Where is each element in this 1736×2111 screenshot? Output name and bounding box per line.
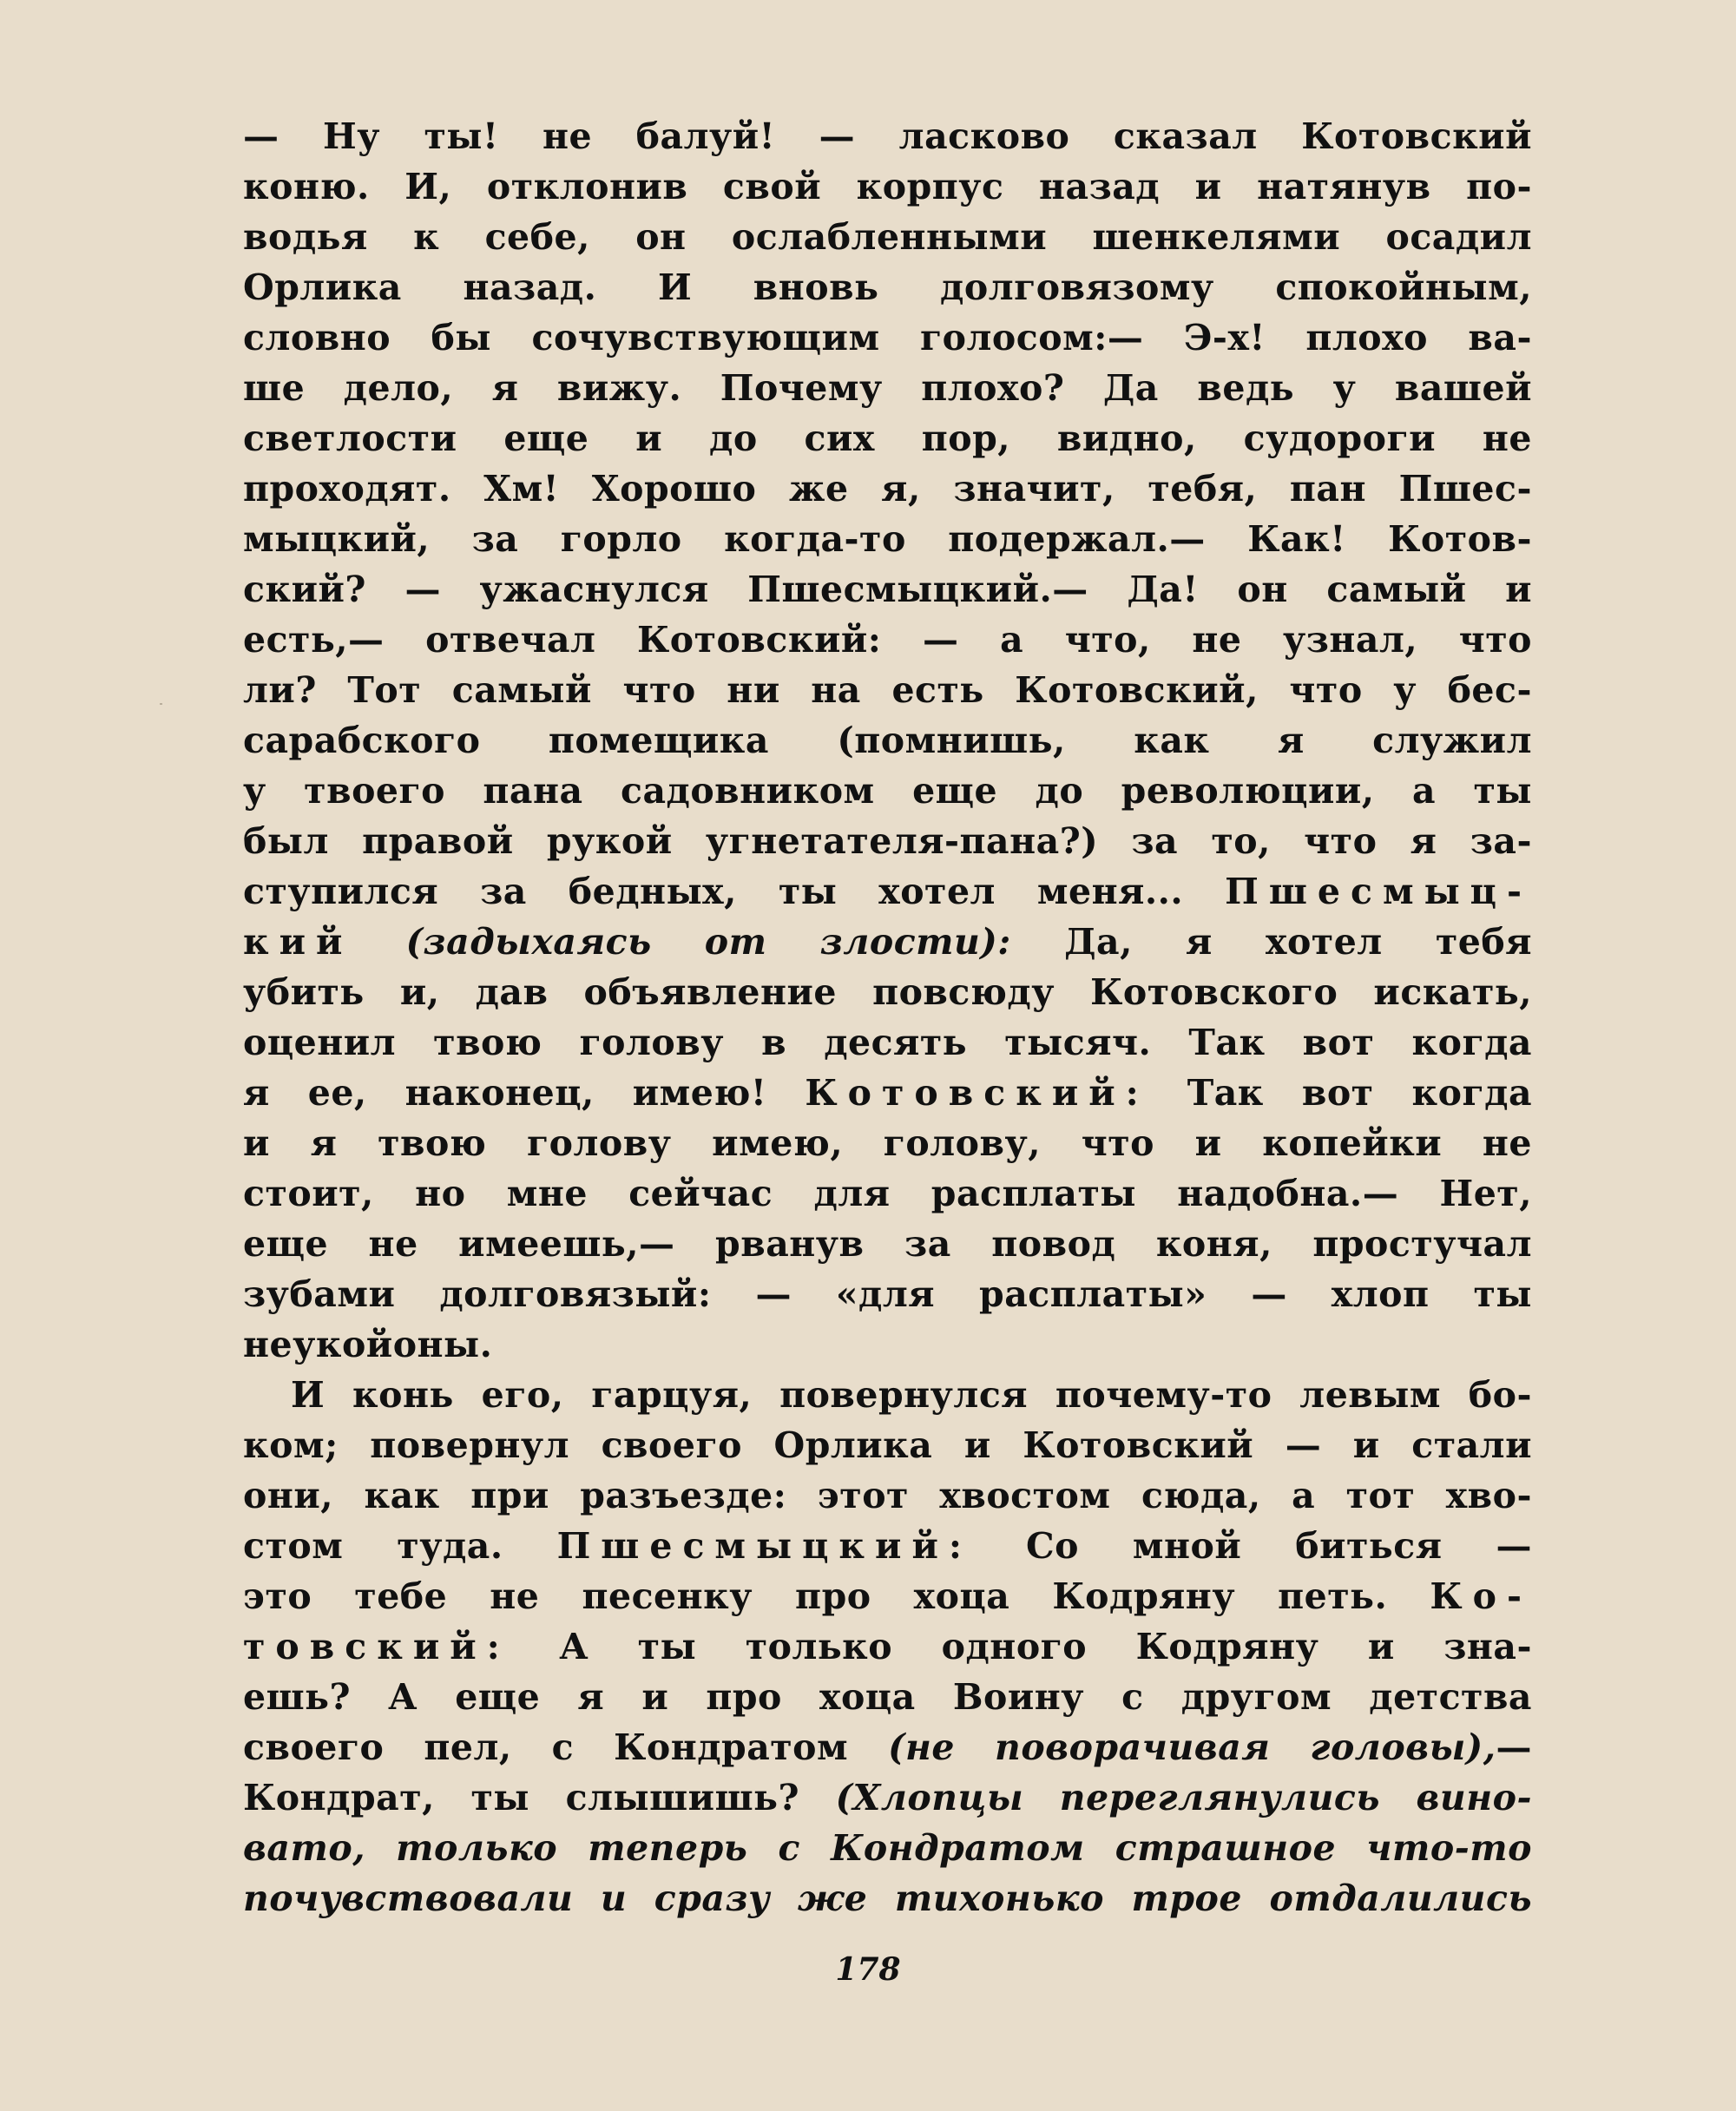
text-line: [243, 464, 1532, 514]
stage-direction: (задыхаясь от злости):: [405, 921, 1011, 963]
text-segment: сарабского помещика (помнишь, как я служил: [243, 720, 1532, 761]
text-segment: они, как при разъезде: этот хвостом сюда, а тот хво-: [243, 1475, 1532, 1516]
speaker-name: товский:: [243, 1626, 510, 1667]
speaker-name: Котовский:: [805, 1072, 1149, 1114]
text-line: [243, 514, 1532, 564]
text-line: [243, 1873, 1532, 1924]
speaker-name: Пшесмыцкий:: [556, 1525, 972, 1567]
paper-speck: [160, 703, 162, 705]
text-segment: это тебе не песенку про хоца Кодряну петь.: [243, 1575, 1430, 1617]
text-segment: ком; повернул своего Орлика и Котовский — и стали: [243, 1424, 1532, 1466]
text-line: [243, 212, 1532, 262]
text-segment: И конь его, гарцуя, повернулся почему-то левым бо-: [291, 1374, 1532, 1416]
text-line: [243, 564, 1532, 615]
text-line: [243, 413, 1532, 464]
speaker-name: кий: [243, 921, 353, 963]
text-segment: Да, я хотел тебя: [1010, 921, 1532, 963]
text-segment: убить и, дав объявление повсюду Котовского искать,: [243, 971, 1532, 1013]
text-segment: светлости еще и до сих пор, видно, судороги не: [243, 418, 1532, 459]
text-line: [243, 1672, 1532, 1722]
text-segment: водья к себе, он ослабленными шенкелями осадил: [243, 216, 1532, 258]
text-segment: еще не имеешь,— рванув за повод коня, простучал: [243, 1223, 1532, 1265]
text-segment: словно бы сочувствующим голосом:— Э-х! плохо ва-: [243, 317, 1532, 358]
text-line: [243, 1823, 1532, 1873]
text-line: [243, 1219, 1532, 1269]
text-line: [243, 1068, 1532, 1118]
text-segment: ский? — ужаснулся Пшесмыцкий.— Да! он самый и: [243, 569, 1532, 610]
text-segment: Орлика назад. И вновь долговязому спокойным,: [243, 266, 1532, 308]
stage-direction: (Хлопцы переглянулись вино-: [835, 1777, 1532, 1818]
text-segment: я ее, наконец, имею!: [243, 1072, 806, 1114]
text-segment: стоит, но мне сейчас для расплаты надобна.— Нет,: [243, 1173, 1532, 1214]
text-segment: А ты только одного Кодряну и зна-: [510, 1626, 1532, 1667]
text-line: [243, 615, 1532, 665]
text-line: [243, 1571, 1532, 1621]
text-segment: [352, 921, 405, 963]
text-line: [243, 1470, 1532, 1521]
text-line: [243, 1269, 1532, 1319]
text-line: [243, 816, 1532, 866]
text-line: [243, 866, 1532, 917]
text-line: [243, 917, 1532, 967]
text-line: [243, 766, 1532, 816]
text-segment: стом туда.: [243, 1525, 557, 1567]
text-line: [243, 1017, 1532, 1068]
text-segment: ешь? А еще я и про хоца Воину с другом детства: [243, 1676, 1532, 1718]
stage-direction: почувствовали и сразу же тихонько трое отдалились: [243, 1878, 1532, 1919]
text-line: [243, 1370, 1532, 1420]
body-text: [243, 111, 1532, 1924]
text-segment: оценил твою голову в десять тысяч. Так вот когда: [243, 1022, 1532, 1063]
text-segment: ше дело, я вижу. Почему плохо? Да ведь у вашей: [243, 367, 1532, 409]
text-line: [243, 1118, 1532, 1168]
text-segment: Со мной биться —: [972, 1525, 1532, 1567]
text-segment: неукойоны.: [243, 1324, 493, 1365]
text-segment: мыцкий, за горло когда-то подержал.— Как! Котов-: [243, 518, 1532, 560]
text-segment: Кондрат, ты слышишь?: [243, 1777, 836, 1818]
text-segment: коню. И, отклонив свой корпус назад и натянув по-: [243, 166, 1532, 207]
text-segment: —: [1496, 1726, 1532, 1768]
text-segment: зубами долговязый: — «для расплаты» — хлоп ты: [243, 1273, 1532, 1315]
text-line: [243, 1772, 1532, 1823]
text-segment: есть,— отвечал Котовский: — а что, не узнал, что: [243, 619, 1532, 661]
text-line: [243, 363, 1532, 413]
text-line: [243, 1521, 1532, 1571]
text-line: [243, 1420, 1532, 1470]
text-line: [243, 967, 1532, 1017]
text-segment: был правой рукой угнетателя-пана?) за то, что я за-: [243, 820, 1532, 862]
text-segment: и я твою голову имею, голову, что и копейки не: [243, 1122, 1532, 1164]
stage-direction: (не поворачивая головы),: [888, 1726, 1496, 1768]
page-number: 178: [835, 1951, 901, 1988]
text-segment: у твоего пана садовником еще до революции, а ты: [243, 770, 1532, 812]
speaker-name: Ко-: [1430, 1575, 1532, 1617]
text-line: [243, 262, 1532, 312]
text-line: [243, 1722, 1532, 1772]
text-line: [243, 161, 1532, 212]
speaker-name: Пшесмыц-: [1225, 871, 1532, 912]
text-line: [243, 1168, 1532, 1219]
text-segment: проходят. Хм! Хорошо же я, значит, тебя, пан Пшес-: [243, 468, 1532, 510]
text-segment: своего пел, с Кондратом: [243, 1726, 889, 1768]
text-segment: — Ну ты! не балуй! — ласково сказал Котовский: [243, 115, 1532, 157]
text-line: [243, 111, 1532, 161]
stage-direction: вато, только теперь с Кондратом страшное что-то: [243, 1827, 1532, 1869]
text-line: [243, 312, 1532, 363]
text-line: [243, 1319, 1532, 1370]
text-line: [243, 665, 1532, 715]
text-segment: ступился за бедных, ты хотел меня...: [243, 871, 1226, 912]
text-segment: ли? Тот самый что ни на есть Котовский, что у бес-: [243, 669, 1532, 711]
text-segment: Так вот когда: [1148, 1072, 1532, 1114]
text-line: [243, 1621, 1532, 1672]
text-line: [243, 715, 1532, 766]
